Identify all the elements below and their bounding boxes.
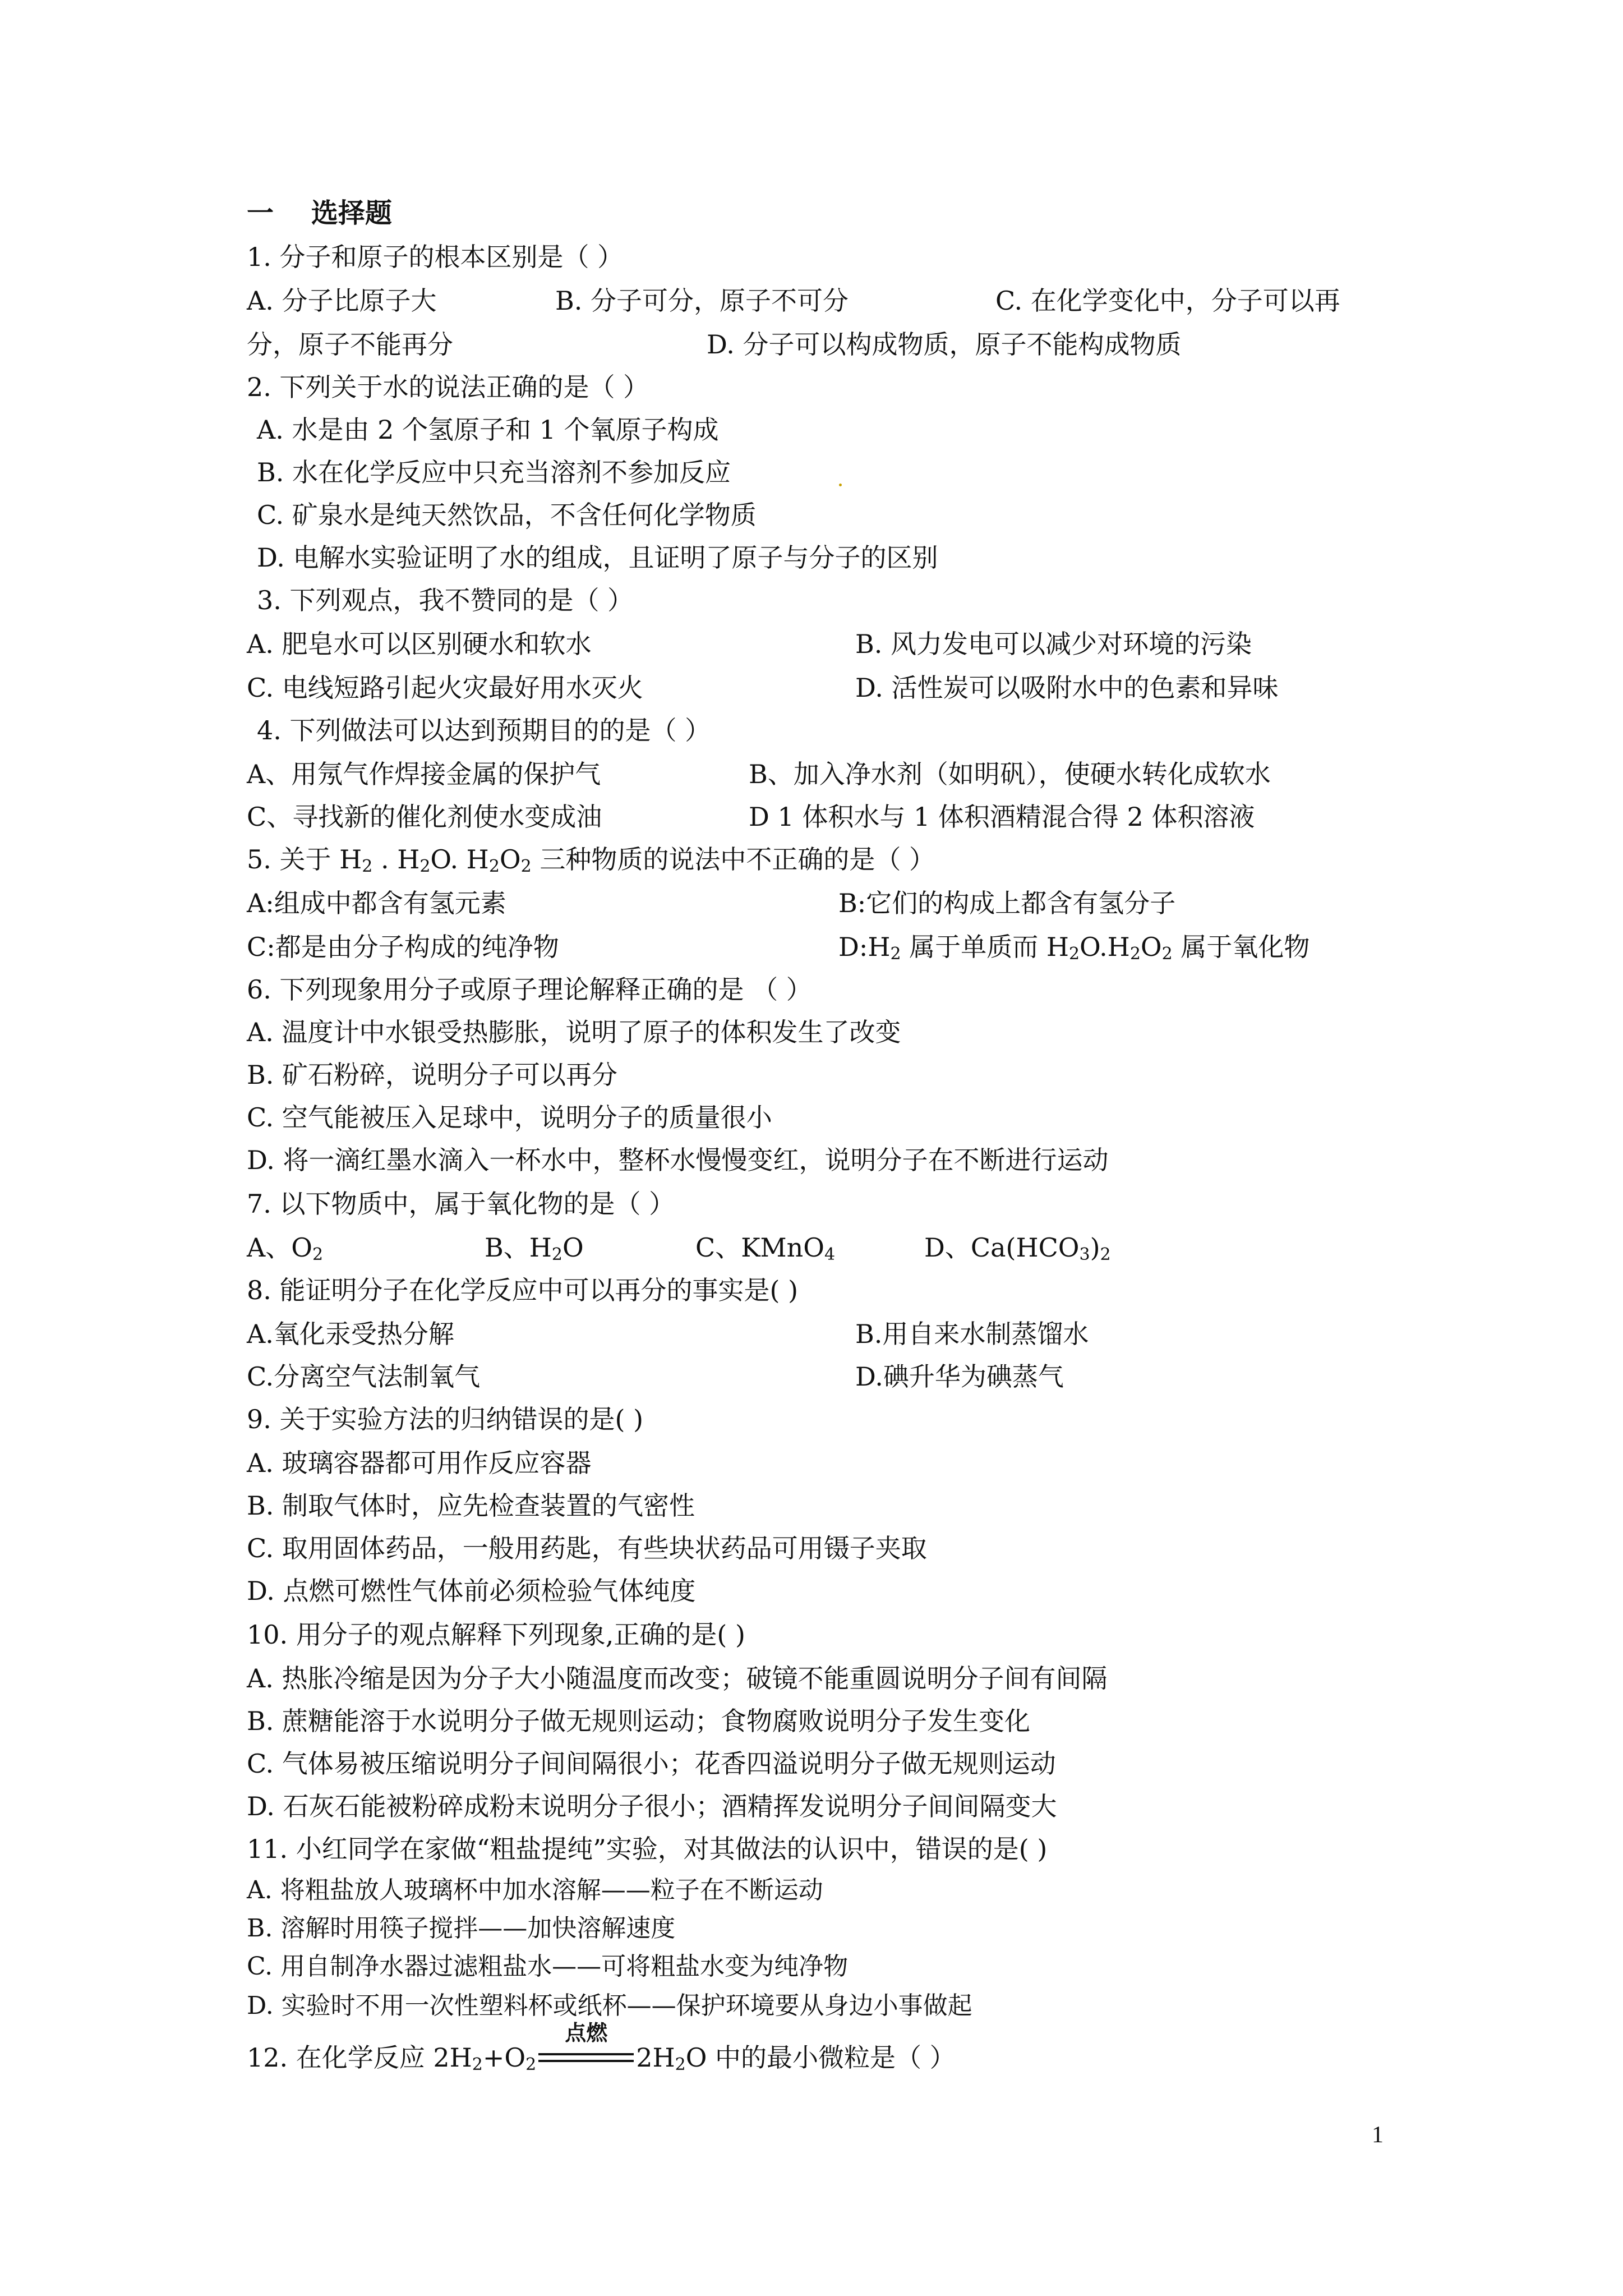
q10-option-b: B. 蔗糖能溶于水说明分子做无规则运动；食物腐败说明分子发生变化	[247, 1706, 1031, 1736]
q3-option-a: A. 肥皂水可以区别硬水和软水	[247, 629, 592, 659]
q4-option-d: D 1 体积水与 1 体积酒精混合得 2 体积溶液	[749, 802, 1255, 832]
q5-option-b: B:它们的构成上都含有氢分子	[838, 888, 1176, 918]
q9-stem: 9. 关于实验方法的归纳错误的是( )	[247, 1404, 644, 1434]
q4-option-c: C、寻找新的催化剂使水变成油	[247, 802, 602, 832]
q1-stem: 1. 分子和原子的根本区别是（ ）	[247, 242, 624, 272]
section-heading	[247, 196, 392, 230]
q5-option-a: A:组成中都含有氢元素	[247, 888, 506, 918]
section-number: 一	[247, 197, 274, 229]
q2-stem: 2. 下列关于水的说法正确的是（ ）	[247, 372, 649, 402]
q3-option-c: C. 电线短路引起火灾最好用水灭火	[247, 673, 643, 703]
q8-option-b: B.用自来水制蒸馏水	[855, 1319, 1089, 1349]
q7-option-c: C、KMnO$_4$	[695, 1232, 836, 1264]
q8-option-a: A.氧化汞受热分解	[247, 1319, 454, 1349]
q8-stem: 8. 能证明分子在化学反应中可以再分的事实是( )	[247, 1275, 799, 1305]
q12-stem: 12. 在化学反应 $2H_2+O_2$ 点燃 $2H_2O$ 中的最小微粒是（ ）	[247, 2020, 956, 2074]
q10-option-c: C. 气体易被压缩说明分子间间隔很小；花香四溢说明分子做无规则运动	[247, 1749, 1056, 1779]
q3-option-b: B. 风力发电可以减少对环境的污染	[855, 629, 1252, 659]
reaction-condition-label: 点燃	[565, 2020, 608, 2045]
q9-option-b: B. 制取气体时，应先检查装置的气密性	[247, 1490, 695, 1521]
q7-option-d: D、$Ca(HCO_3)_2$	[924, 1232, 1111, 1264]
q2-option-d: D. 电解水实验证明了水的组成，且证明了原子与分子的区别	[257, 542, 938, 573]
q3-option-d: D. 活性炭可以吸附水中的色素和异味	[855, 673, 1279, 703]
q6-option-a: A. 温度计中水银受热膨胀，说明了原子的体积发生了改变	[247, 1017, 901, 1047]
q7-option-a: A、$O_2$	[247, 1232, 324, 1264]
q1-option-d: D. 分子可以构成物质，原子不能构成物质	[707, 329, 1182, 360]
q11-option-a: A. 将粗盐放人玻璃杯中加水溶解——粒子在不断运动	[247, 1876, 823, 1904]
stray-dot-mark	[839, 484, 842, 486]
q2-option-a: A. 水是由 2 个氢原子和 1 个氧原子构成	[257, 415, 719, 445]
q4-stem: 4. 下列做法可以达到预期目的的是（ ）	[257, 715, 711, 746]
q2-option-c: C. 矿泉水是纯天然饮品，不含任何化学物质	[257, 500, 757, 530]
q5-stem: 5. 关于 $H_2$ . $H_2O$. $H_2O_2$ 三种物质的说法中不正确的是（ ）	[247, 844, 935, 876]
q4-option-a: A、用氖气作焊接金属的保护气	[247, 759, 601, 789]
q10-option-d: D. 石灰石能被粉碎成粉末说明分子很小；酒精挥发说明分子间间隔变大	[247, 1791, 1057, 1821]
q2-option-b: B. 水在化学反应中只充当溶剂不参加反应	[257, 457, 731, 487]
reaction-condition-equals	[538, 2020, 634, 2074]
q10-option-a: A. 热胀冷缩是因为分子大小随温度而改变；破镜不能重圆说明分子间有间隔	[247, 1663, 1108, 1694]
q11-option-c: C. 用自制净水器过滤粗盐水——可将粗盐水变为纯净物	[247, 1952, 849, 1981]
q10-stem: 10. 用分子的观点解释下列现象,正确的是( )	[247, 1619, 745, 1650]
q1-option-a: A. 分子比原子大	[247, 286, 437, 316]
q6-option-d: D. 将一滴红墨水滴入一杯水中，整杯水慢慢变红，说明分子在不断进行运动	[247, 1145, 1109, 1175]
q8-option-c: C.分离空气法制氧气	[247, 1361, 481, 1392]
q1-option-c-continued: 分，原子不能再分	[247, 329, 453, 360]
q8-option-d: D.碘升华为碘蒸气	[855, 1361, 1064, 1392]
q1-option-c: C. 在化学变化中，分子可以再	[995, 286, 1340, 316]
section-title: 选择题	[311, 197, 392, 229]
q9-option-d: D. 点燃可燃性气体前必须检验气体纯度	[247, 1576, 696, 1606]
q11-option-d: D. 实验时不用一次性塑料杯或纸杯——保护环境要从身边小事做起	[247, 1991, 972, 2020]
q5-option-c: C:都是由分子构成的纯净物	[247, 932, 559, 962]
q4-option-b: B、加入净水剂（如明矾），使硬水转化成软水	[749, 759, 1271, 789]
q6-option-b: B. 矿石粉碎，说明分子可以再分	[247, 1060, 618, 1090]
q9-option-a: A. 玻璃容器都可用作反应容器	[247, 1448, 592, 1478]
q3-stem: 3. 下列观点，我不赞同的是（ ）	[257, 585, 634, 615]
q7-option-b: B、$H_2O$	[485, 1232, 584, 1264]
q7-stem: 7. 以下物质中，属于氧化物的是（ ）	[247, 1189, 675, 1219]
q5-option-d: $D:H_2$ 属于单质而 $H_2O.H_2O_2$ 属于氧化物	[838, 932, 1310, 964]
q11-option-b: B. 溶解时用筷子搅拌——加快溶解速度	[247, 1914, 676, 1943]
q11-stem: 11. 小红同学在家做“粗盐提纯”实验，对其做法的认识中，错误的是( )	[247, 1834, 1048, 1864]
q6-stem: 6. 下列现象用分子或原子理论解释正确的是 （ ）	[247, 974, 812, 1005]
q9-option-c: C. 取用固体药品，一般用药匙，有些块状药品可用镊子夹取	[247, 1533, 927, 1563]
q6-option-c: C. 空气能被压入足球中，说明分子的质量很小	[247, 1102, 772, 1133]
page-number: 1	[1372, 2122, 1384, 2148]
q1-option-b: B. 分子可分，原子不可分	[555, 286, 849, 316]
